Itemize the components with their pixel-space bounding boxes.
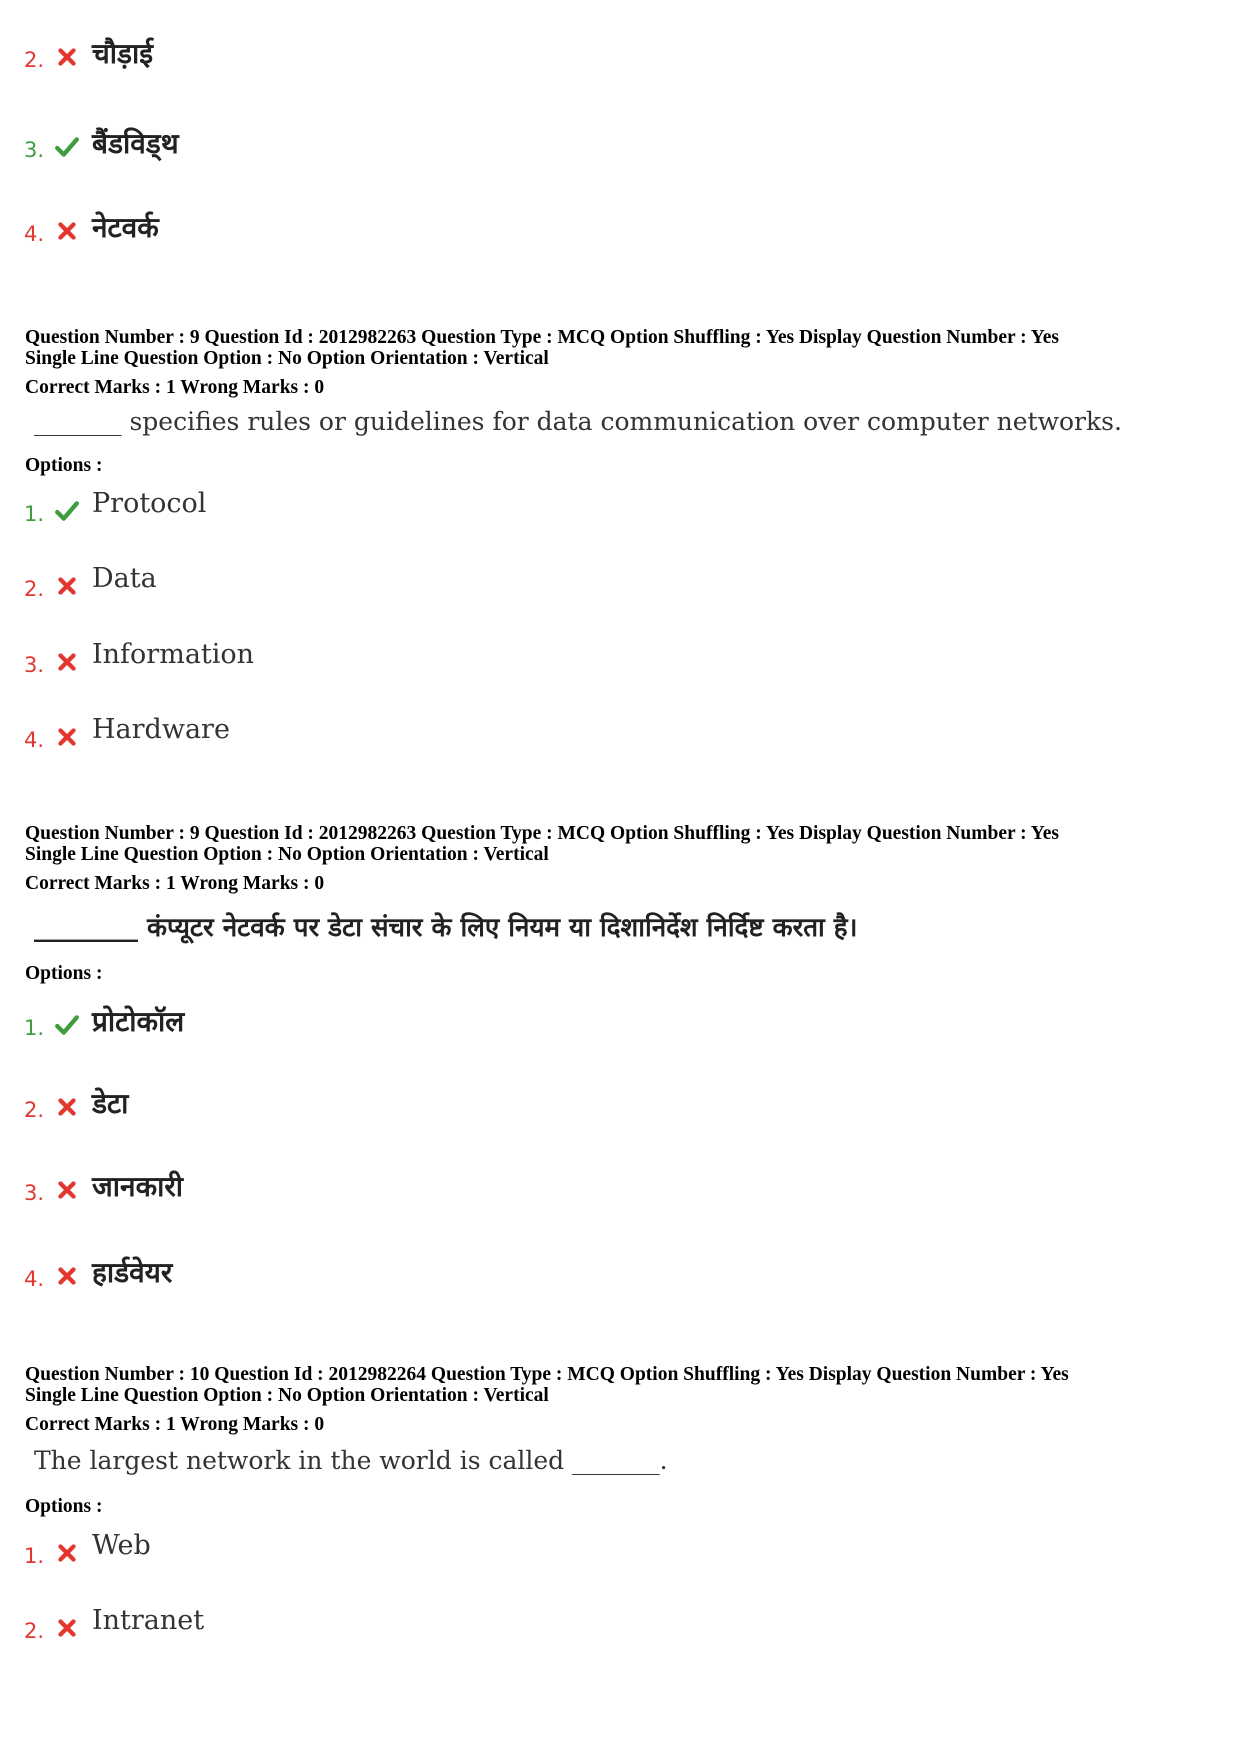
option-row [24, 488, 724, 532]
question-marks: Correct Marks : 1 Wrong Marks : 0 [25, 1414, 325, 1435]
cross-icon [54, 1094, 80, 1120]
option-row [24, 124, 724, 168]
option-row [24, 1530, 724, 1574]
cross-icon [54, 1263, 80, 1289]
cross-icon [54, 1615, 80, 1641]
option-text: डेटा [92, 1087, 129, 1120]
option-number: 3. [24, 1181, 45, 1205]
question-meta-line2: Single Line Question Option : No Option Orientation : Vertical [25, 348, 549, 369]
cross-icon [54, 1177, 80, 1203]
option-text: Web [92, 1530, 151, 1561]
option-number: 4. [24, 728, 45, 752]
cross-icon [54, 44, 80, 70]
option-number: 1. [24, 1016, 45, 1040]
cross-icon [54, 573, 80, 599]
options-label: Options : [25, 455, 103, 476]
cross-icon [54, 649, 80, 675]
option-row [24, 1167, 724, 1211]
option-row [24, 1002, 724, 1046]
options-label: Options : [25, 1496, 103, 1517]
option-text: Protocol [92, 488, 207, 519]
option-text: जानकारी [92, 1170, 184, 1203]
question-marks: Correct Marks : 1 Wrong Marks : 0 [25, 873, 325, 894]
question-meta-line1: Question Number : 9 Question Id : 2012982263 Question Type : MCQ Option Shuffling : Yes Display Question Number : Yes [25, 327, 1059, 348]
option-row [24, 34, 724, 78]
option-row [24, 1605, 724, 1649]
question-marks: Correct Marks : 1 Wrong Marks : 0 [25, 377, 325, 398]
option-text: Information [92, 639, 255, 670]
check-icon [54, 134, 80, 160]
cross-icon [54, 724, 80, 750]
option-number: 4. [24, 1267, 45, 1291]
option-row [24, 714, 724, 758]
option-text: बैंडविड्थ [92, 127, 179, 160]
option-number: 2. [24, 48, 45, 72]
option-row [24, 208, 724, 252]
options-label: Options : [25, 963, 103, 984]
option-row [24, 1253, 724, 1297]
cross-icon [54, 1540, 80, 1566]
option-number: 4. [24, 222, 45, 246]
question-meta-line2: Single Line Question Option : No Option Orientation : Vertical [25, 844, 549, 865]
cross-icon [54, 218, 80, 244]
option-row [24, 639, 724, 683]
question-meta-line2: Single Line Question Option : No Option Orientation : Vertical [25, 1385, 549, 1406]
option-row [24, 563, 724, 607]
option-number: 2. [24, 1619, 45, 1643]
option-number: 2. [24, 577, 45, 601]
option-text: चौड़ाई [92, 37, 154, 70]
option-text: Hardware [92, 714, 230, 745]
question-text: _______ specifies rules or guidelines for data communication over computer networks. [34, 407, 1122, 436]
option-number: 1. [24, 1544, 45, 1568]
option-number: 2. [24, 1098, 45, 1122]
option-text: हार्डवेयर [92, 1256, 173, 1289]
question-meta-line1: Question Number : 9 Question Id : 2012982263 Question Type : MCQ Option Shuffling : Yes Display Question Number : Yes [25, 823, 1059, 844]
check-icon [54, 498, 80, 524]
option-text: प्रोटोकॉल [92, 1005, 185, 1038]
question-text: The largest network in the world is called _______. [34, 1446, 668, 1475]
option-text: Intranet [92, 1605, 205, 1636]
option-number: 1. [24, 502, 45, 526]
option-text: Data [92, 563, 157, 594]
check-icon [54, 1012, 80, 1038]
option-number: 3. [24, 138, 45, 162]
question-text: ________ कंप्यूटर नेटवर्क पर डेटा संचार के लिए नियम या दिशानिर्देश निर्दिष्ट करता है। [34, 913, 858, 943]
option-number: 3. [24, 653, 45, 677]
question-meta-line1: Question Number : 10 Question Id : 2012982264 Question Type : MCQ Option Shuffling : Yes Display Question Number : Yes [25, 1364, 1069, 1385]
option-row [24, 1084, 724, 1128]
option-text: नेटवर्क [92, 211, 159, 244]
